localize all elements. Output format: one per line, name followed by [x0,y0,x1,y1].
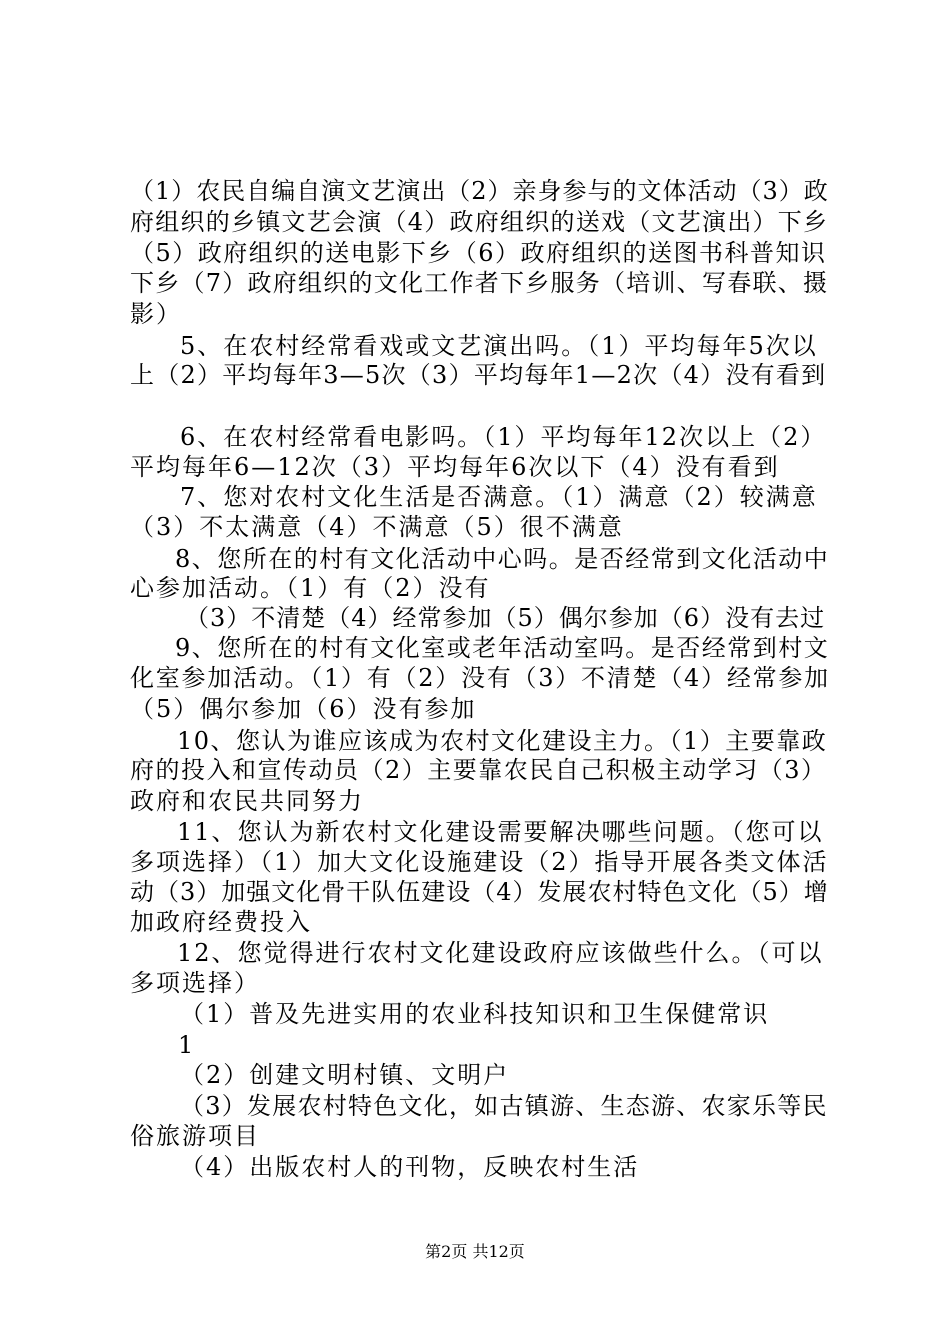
text-line: 8、您所在的村有文化活动中心吗。是否经常到文化活动中 [175,545,830,573]
text-line: （3）不清楚（4）经常参加（5）偶尔参加（6）没有去过 [185,604,826,632]
text-line: 12、您觉得进行农村文化建设政府应该做些什么。（可以 [177,939,824,967]
text-line: 加政府经费投入 [130,908,312,936]
text-line: 9、您所在的村有文化室或老年活动室吗。是否经常到村文 [175,634,830,662]
text-line: 多项选择）（1）加大文化设施建设（2）指导开展各类文体活 [130,848,829,876]
text-line: 政府和农民共同努力 [130,787,364,815]
text-line: （5）政府组织的送电影下乡（6）政府组织的送图书科普知识 [130,239,827,267]
text-line: （1）普及先进实用的农业科技知识和卫生保健常识 [180,1000,770,1028]
text-line: 1 [178,1031,196,1059]
text-line: 10、您认为谁应该成为农村文化建设主力。（1）主要靠政 [177,727,828,755]
text-line: 11、您认为新农村文化建设需要解决哪些问题。（您可以 [177,818,824,846]
text-line: 下乡（7）政府组织的文化工作者下乡服务（培训、写春联、摄 [130,269,829,297]
text-line: 平均每年6—12次（3）平均每年6次以下（4）没有看到 [130,453,780,481]
page-number-footer: 第2页 共12页 [425,1242,525,1261]
text-line: 心参加活动。（1）有（2）没有 [130,574,491,602]
text-line: 府组织的乡镇文艺会演（4）政府组织的送戏（文艺演出）下乡 [130,208,829,236]
text-line: （1）农民自编自演文艺演出（2）亲身参与的文体活动（3）政 [130,177,829,205]
text-line: 俗旅游项目 [130,1122,260,1150]
text-line: 化室参加活动。（1）有（2）没有（3）不清楚（4）经常参加 [130,664,830,692]
text-line: 多项选择） [130,969,260,997]
text-line: 动（3）加强文化骨干队伍建设（4）发展农村特色文化（5）增 [130,878,829,906]
text-line: （3）发展农村特色文化，如古镇游、生态游、农家乐等民 [180,1092,828,1120]
text-line: （3）不太满意（4）不满意（5）很不满意 [130,513,624,541]
text-line: （4）出版农村人的刊物，反映农村生活 [180,1153,640,1181]
text-line: 府的投入和宣传动员（2）主要靠农民自己积极主动学习（3） [130,756,827,784]
text-line: （2）创建文明村镇、文明户 [180,1061,510,1089]
text-line: 7、您对农村文化生活是否满意。（1）满意（2）较满意 [180,483,818,511]
text-line: 6、在农村经常看电影吗。（1）平均每年12次以上（2） [180,423,827,451]
text-line: （5）偶尔参加（6）没有参加 [130,695,477,723]
text-line: 上（2）平均每年3—5次（3）平均每年1—2次（4）没有看到 [130,361,827,389]
text-line: 影） [130,300,182,328]
text-line: 5、在农村经常看戏或文艺演出吗。（1）平均每年5次以 [180,332,818,360]
